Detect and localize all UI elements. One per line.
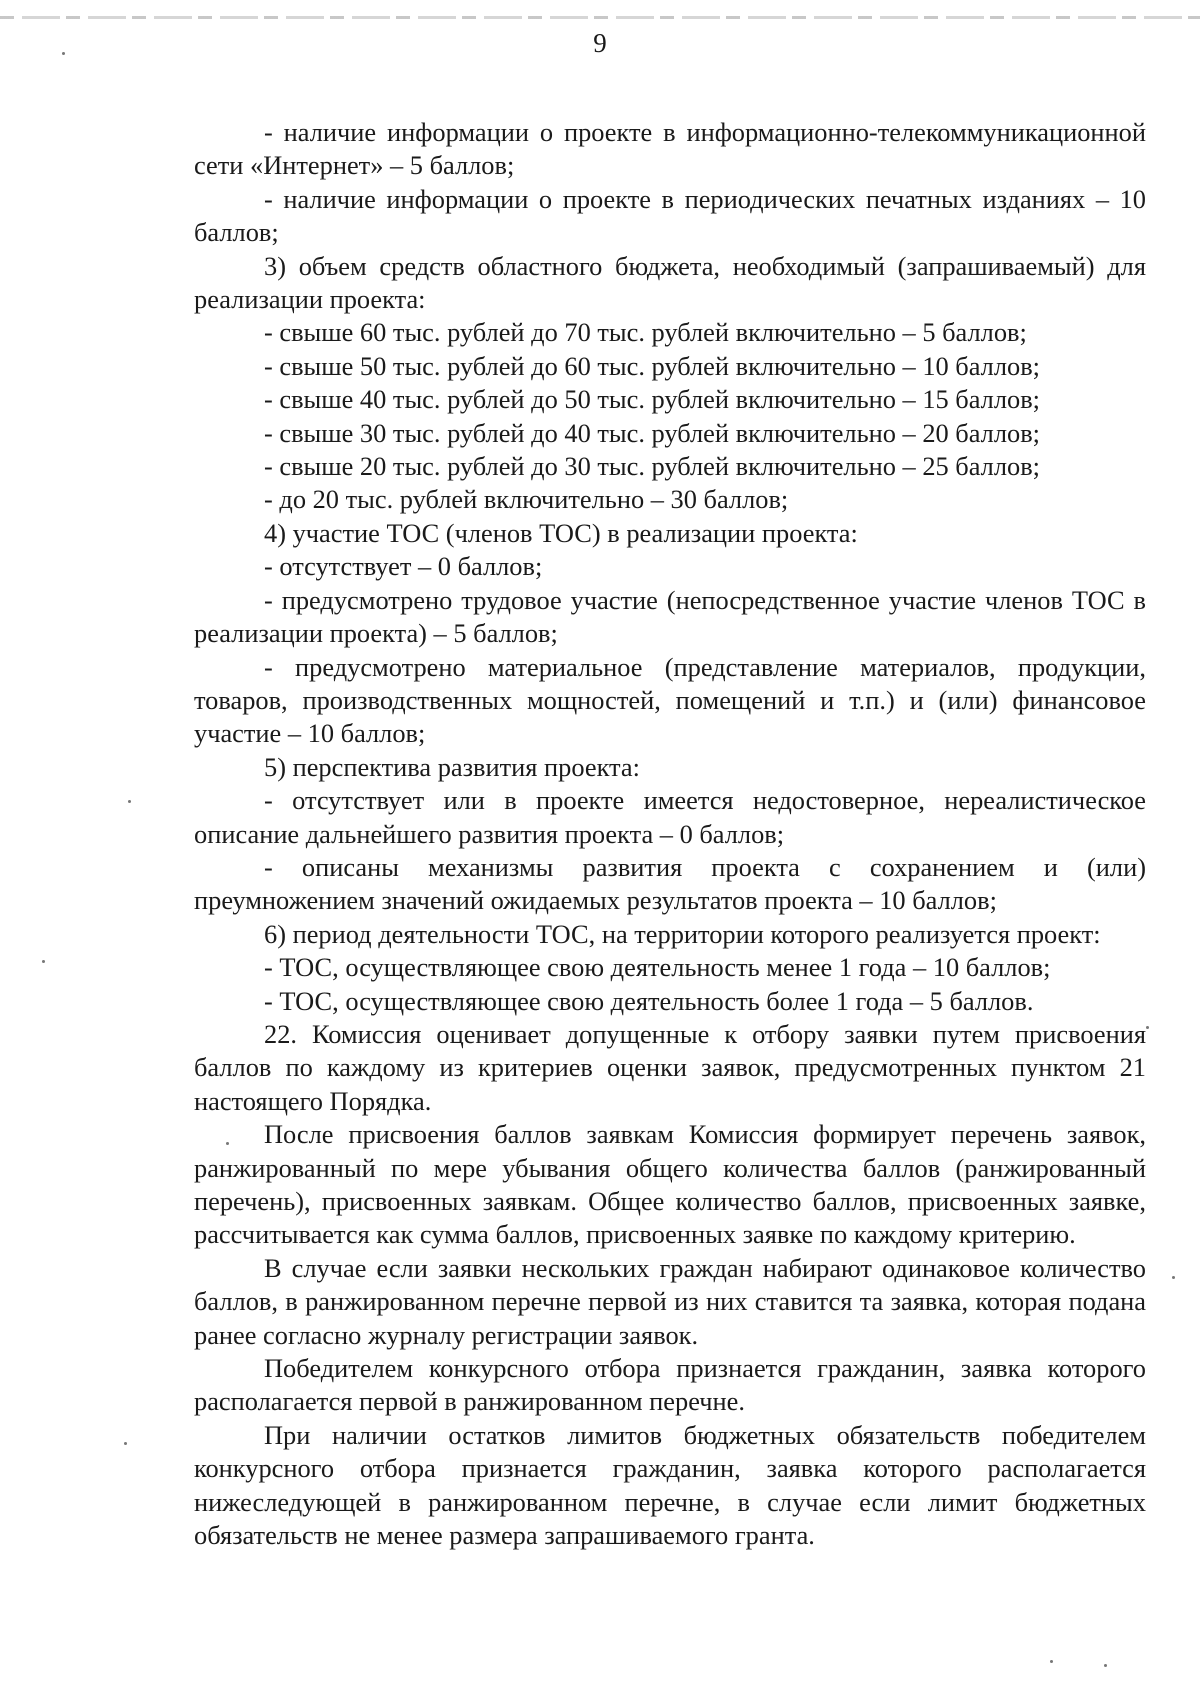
paragraph: После присвоения баллов заявкам Комиссия формирует перечень заявок, ранжированный по мере убывания общего количества баллов (ранжированный перечень), присвоенных заявкам. Общее количество баллов, присвоенных заявке, рассчитывается как сумма баллов, присвоенных заявке по каждому критерию. xyxy=(194,1119,1146,1250)
paragraph: Победителем конкурсного отбора признается гражданин, заявка которого располагается первой в ранжированном перечне. xyxy=(194,1353,1146,1417)
paragraph: 5) перспектива развития проекта: xyxy=(264,751,640,782)
paragraph: - до 20 тыс. рублей включительно – 30 баллов; xyxy=(264,484,789,515)
paragraph: - ТОС, осуществляющее свою деятельность более 1 года – 5 баллов. xyxy=(264,985,1034,1016)
scan-speck xyxy=(42,960,45,963)
scan-speck xyxy=(62,52,65,55)
paragraph: - отсутствует или в проекте имеется недостоверное, нереалистическое описание дальнейшего развития проекта – 0 баллов; xyxy=(194,785,1146,849)
paragraph: - свыше 60 тыс. рублей до 70 тыс. рублей включительно – 5 баллов; xyxy=(264,317,1027,348)
paragraph: - свыше 40 тыс. рублей до 50 тыс. рублей включительно – 15 баллов; xyxy=(264,384,1041,415)
page-number: 9 xyxy=(593,28,607,58)
scan-speck xyxy=(1146,1026,1149,1029)
paragraph: - наличие информации о проекте в информационно-телекоммуникационной сети «Интернет» – 5 баллов; xyxy=(194,117,1146,181)
paragraph: - предусмотрено трудовое участие (непосредственное участие членов ТОС в реализации проекта) – 5 баллов; xyxy=(194,584,1146,649)
paragraph: 3) объем средств областного бюджета, необходимый (запрашиваемый) для реализации проекта: xyxy=(194,250,1146,315)
paragraph: - ТОС, осуществляющее свою деятельность менее 1 года – 10 баллов; xyxy=(264,952,1051,983)
paragraph: 4) участие ТОС (членов ТОС) в реализации проекта: xyxy=(264,517,858,548)
paragraph: 6) период деятельности ТОС, на территории которого реализуется проект: xyxy=(264,918,1101,949)
paragraph: - описаны механизмы развития проекта с сохранением и (или) преумножением значений ожидаемых результатов проекта – 10 баллов; xyxy=(194,851,1146,916)
scan-speck xyxy=(1104,1664,1107,1667)
paragraph: - наличие информации о проекте в периодических печатных изданиях – 10 баллов; xyxy=(194,183,1146,248)
paragraph: В случае если заявки нескольких граждан набирают одинаковое количество баллов, в ранжированном перечне первой из них ставится та заявка, которая подана ранее согласно журналу регистрации заявок. xyxy=(194,1252,1146,1350)
scan-speck xyxy=(128,800,131,803)
scan-speck xyxy=(226,1142,229,1145)
paragraph: - отсутствует – 0 баллов; xyxy=(264,551,543,582)
paragraph: При наличии остатков лимитов бюджетных обязательств победителем конкурсного отбора признается гражданин, заявка которого располагается нижеследующей в ранжированном перечне, в случае если лимит бюджетных обязательств не менее размера запрашиваемого гранта. xyxy=(194,1419,1146,1551)
paragraph: - предусмотрено материальное (представление материалов, продукции, товаров, производственных мощностей, помещений и т.п.) и (или) финансовое участие – 10 баллов; xyxy=(194,651,1146,749)
paragraph: - свыше 50 тыс. рублей до 60 тыс. рублей включительно – 10 баллов; xyxy=(264,350,1041,381)
document-body xyxy=(194,116,1146,1552)
scan-artifact-line xyxy=(0,16,1200,19)
scan-speck xyxy=(1050,1660,1053,1663)
scan-speck xyxy=(1172,1276,1175,1279)
paragraph: - свыше 20 тыс. рублей до 30 тыс. рублей включительно – 25 баллов; xyxy=(264,451,1041,482)
paragraph: 22. Комиссия оценивает допущенные к отбору заявки путем присвоения баллов по каждому из критериев оценки заявок, предусмотренных пунктом 21 настоящего Порядка. xyxy=(194,1018,1146,1116)
paragraph: - свыше 30 тыс. рублей до 40 тыс. рублей включительно – 20 баллов; xyxy=(264,417,1041,448)
scan-speck xyxy=(124,1442,127,1445)
